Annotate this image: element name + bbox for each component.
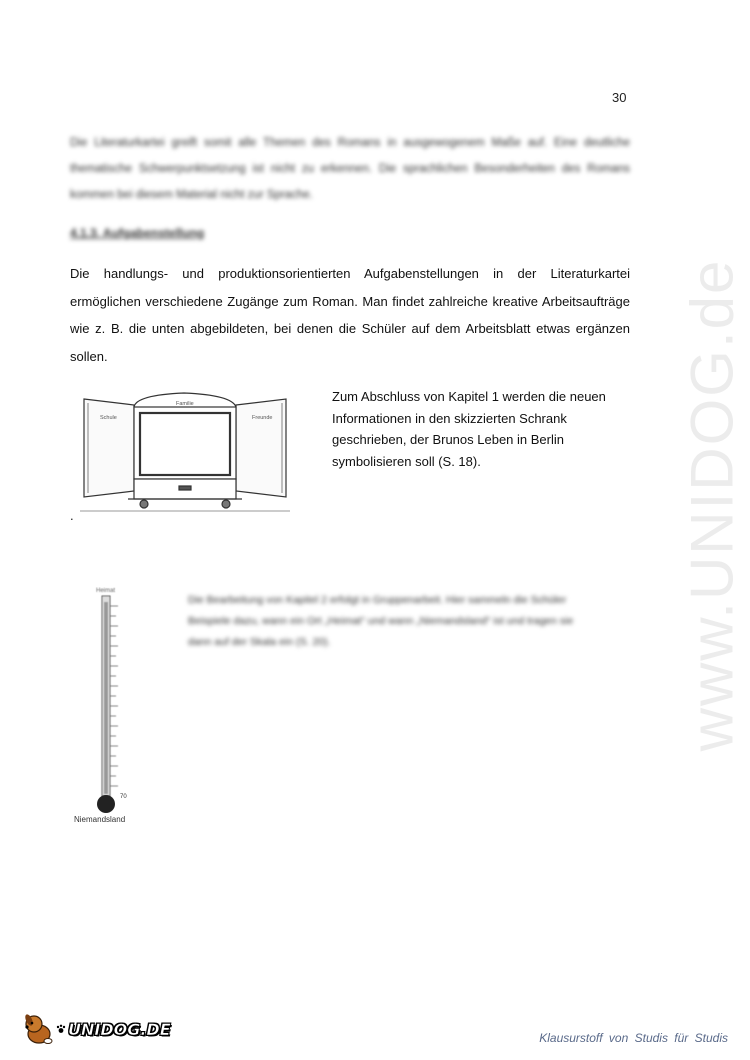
door-left-label: Schule (100, 415, 117, 421)
footer-logo[interactable] (22, 1012, 171, 1046)
scale-top-label: Heimat (96, 588, 116, 594)
scale-bottom-value: 70 (120, 794, 127, 800)
section-heading: 4.1.3. Aufgabenstellung (70, 226, 205, 240)
door-right-label: Freunde (252, 415, 273, 421)
dog-icon (22, 1012, 56, 1046)
page-number: 30 (612, 90, 627, 105)
intro-paragraph: Die Literaturkartei greift somit alle Themen des Romans in ausgewogenem Maße auf. Eine deutliche thematische Schwerpunktsetzung ist nicht zu erkennen. Die sprachlichen Besonderheiten des Romans kommen bei diesem Material nicht zur Sprache. (70, 137, 630, 201)
scale-illustration (68, 582, 150, 827)
main-paragraph: Die handlungs- und produktionsorientierten Aufgabenstellungen in der Literaturkartei ermöglichen verschiedene Zugänge zum Roman. Man findet zahlreiche kreative Arbeitsaufträge wie z. B. die unten abgebildeten, bei denen die Schüler auf dem Arbeitsblatt etwas ergänzen sollen. (70, 266, 630, 364)
scale-bottom-label: Niemandsland (74, 815, 126, 824)
center-label: Familie (176, 401, 194, 407)
stray-dot: . (70, 508, 74, 523)
paw-icon (56, 1024, 66, 1034)
footer-slogan: Klausurstoff von Studis für Studis (539, 1031, 728, 1045)
logo-text: UNIDOG.DE (68, 1019, 171, 1039)
scale-caption: Die Bearbeitung von Kapitel 2 erfolgt in Gruppenarbeit. Hier sammeln die Schüler Beispiele dazu, wann ein Ort „Heimat“ und wann „Niemandsland“ ist und tragen sie dann auf der Skala ein (S. 20). (188, 594, 574, 648)
watermark: www.UNIDOG.de (678, 258, 746, 752)
cabinet-caption: Zum Abschluss von Kapitel 1 werden die neuen Informationen in den skizzierten Schrank geschrieben, der Brunos Leben in Berlin symbolisieren soll (S. 18). (332, 389, 606, 469)
cabinet-illustration (72, 385, 298, 517)
